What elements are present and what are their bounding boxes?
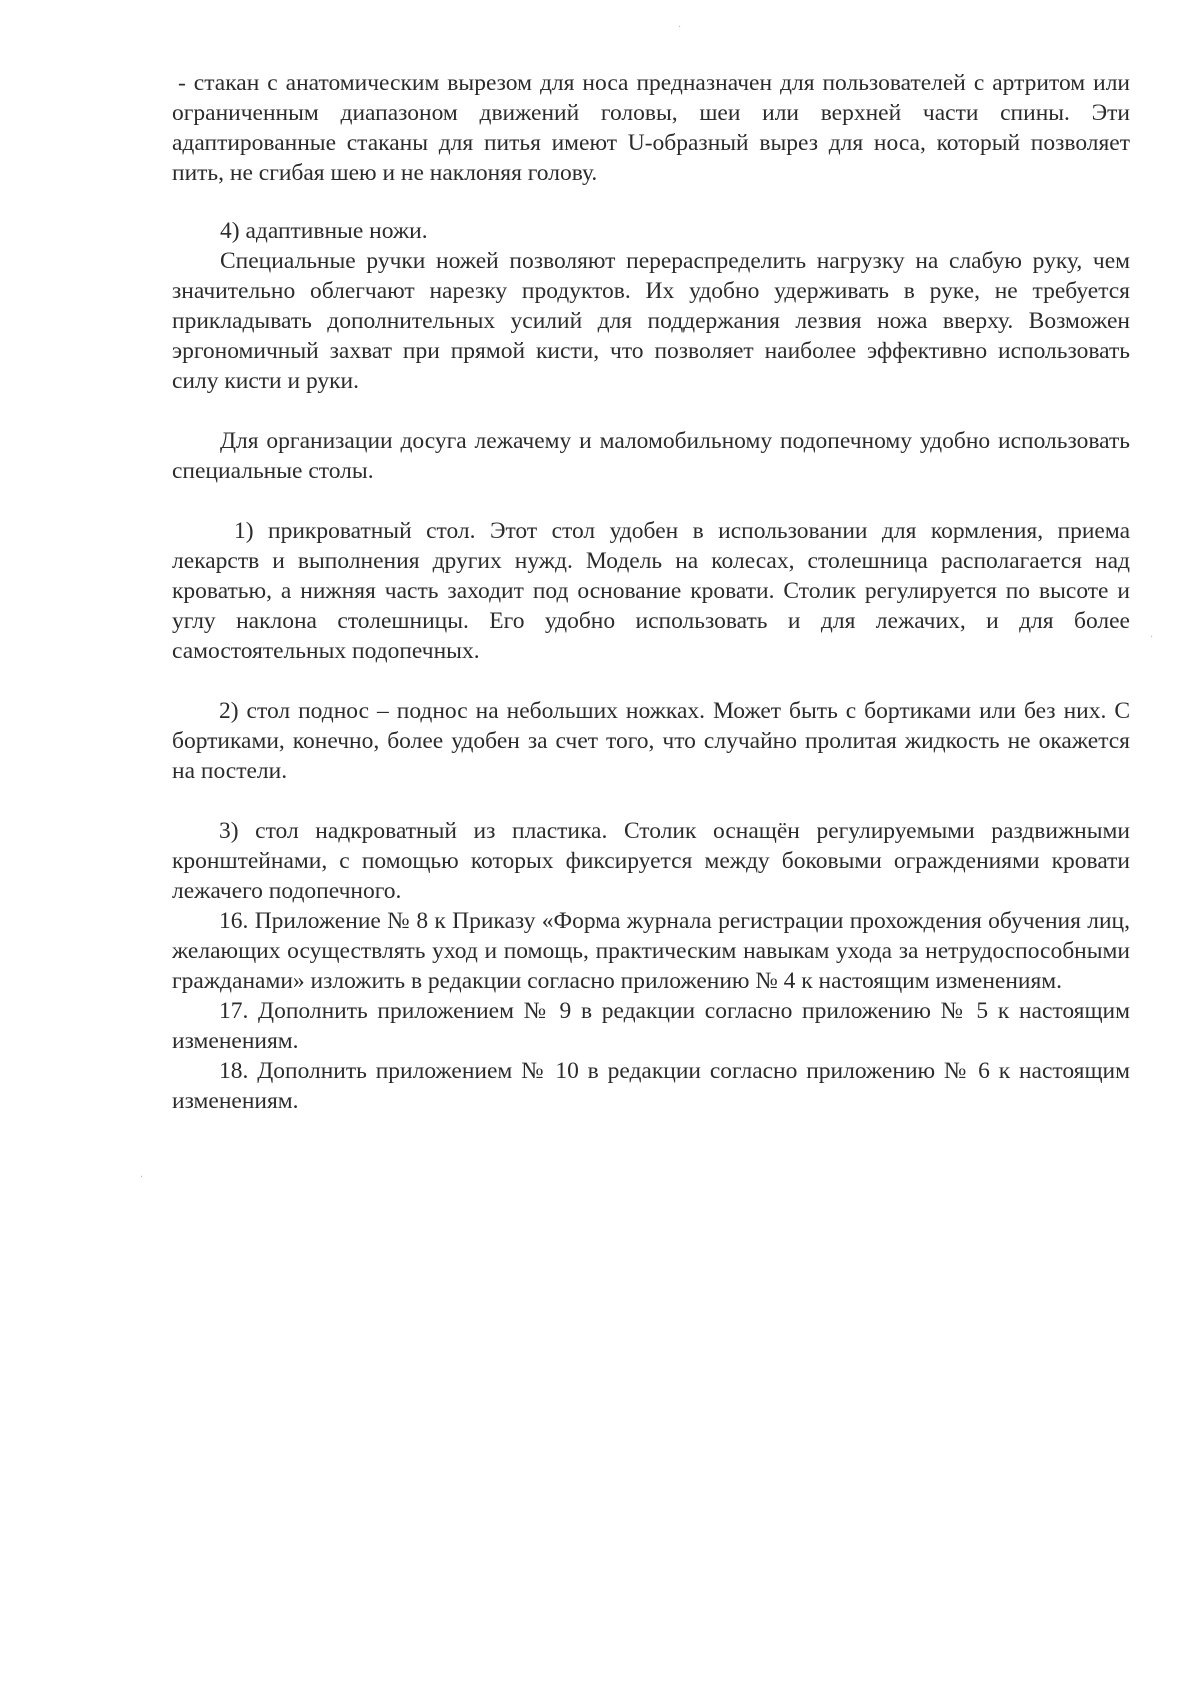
paragraph-item-18: 18. Дополнить приложением № 10 в редакции согласно приложению № 6 к настоящим изменениям. <box>172 1058 1130 1114</box>
document-body <box>172 68 1130 1116</box>
paragraph-adaptive-knives-heading: 4) адаптивные ножи. <box>220 218 428 244</box>
paragraph-leisure-tables: Для организации досуга лежачему и маломобильному подопечному удобно использовать специальные столы. <box>172 428 1130 484</box>
paragraph-item-17: 17. Дополнить приложением № 9 в редакции согласно приложению № 5 к настоящим изменениям. <box>172 998 1130 1054</box>
scan-speck: · <box>140 1172 144 1183</box>
paragraph-tray-table: 2) стол поднос – поднос на небольших ножках. Может быть с бортиками или без них. С бортиками, конечно, более удобен за счет того, что случайно пролитая жидкость не окажется на постели. <box>172 698 1130 784</box>
scan-speck: · <box>678 22 682 33</box>
paragraph-item-16: 16. Приложение № 8 к Приказу «Форма журнала регистрации прохождения обучения лиц, желающих осуществлять уход и помощь, практическим навыкам ухода за нетрудоспособными гражданами» изложить в редакции согласно приложению № 4 к настоящим изменениям. <box>172 908 1130 994</box>
scan-speck: · <box>1150 632 1154 643</box>
paragraph-bedside-table: 1) прикроватный стол. Этот стол удобен в использовании для кормления, приема лекарств и выполнения других нужд. Модель на колесах, столешница располагается над кроватью, а нижняя часть заходит под основание кровати. Столик регулируется по высоте и углу наклона столешницы. Его удобно использовать и для лежачих, и для более самостоятельных подопечных. <box>172 518 1130 664</box>
paragraph-overbed-table: 3) стол надкроватный из пластика. Столик оснащён регулируемыми раздвижными кронштейнами, с помощью которых фиксируется между боковыми ограждениями кровати лежачего подопечного. <box>172 818 1130 904</box>
paragraph-adaptive-knives: Специальные ручки ножей позволяют перераспределить нагрузку на слабую руку, чем значительно облегчают нарезку продуктов. Их удобно удерживать в руке, не требуется прикладывать дополнительных усилий для поддержания лезвия ножа вверху. Возможен эргономичный захват при прямой кисти, что позволяет наиболее эффективно использовать силу кисти и руки. <box>172 248 1130 394</box>
paragraph-nose-cup: - стакан с анатомическим вырезом для носа предназначен для пользователей с артритом или ограниченным диапазоном движений головы, шеи или верхней части спины. Эти адаптированные стаканы для питья имеют U-образный вырез для носа, который позволяет пить, не сгибая шею и не наклоняя голову. <box>172 70 1130 186</box>
